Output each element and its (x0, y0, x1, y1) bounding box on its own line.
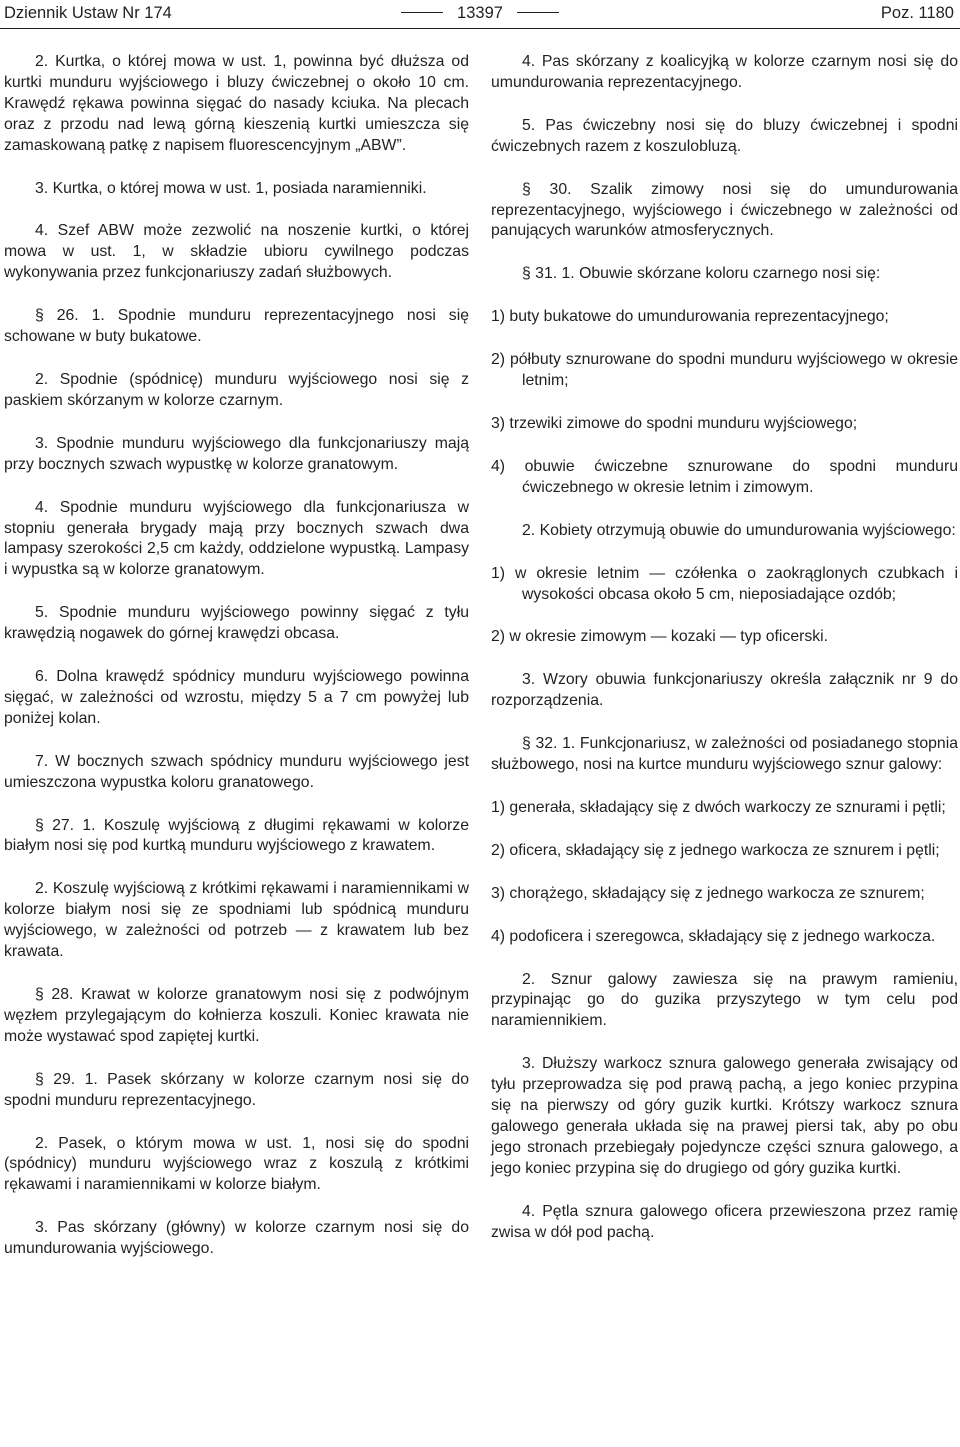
list-item: 1) generała, składający się z dwóch warkoczy ze sznurami i pętli; (491, 798, 946, 816)
paragraph: 5. Spodnie munduru wyjściowego powinny sięgać z tyłu krawędzią nogawek do górnej krawędzi obcasa. (4, 604, 469, 643)
paragraph: § 28. Krawat w kolorze granatowym nosi się z podwójnym węzłem przylegającym do kołnierza koszuli. Koniec krawata nie może wystawać spod zapiętej kurtki. (4, 986, 469, 1045)
paragraph: 3. Kurtka, o której mowa w ust. 1, posiada naramienniki. (35, 179, 427, 197)
page-number: 13397 (457, 4, 503, 22)
list-item: 1) buty bukatowe do umundurowania reprezentacyjnego; (491, 308, 889, 326)
paragraph: § 29. 1. Pasek skórzany w kolorze czarnym nosi się do spodni munduru reprezentacyjnego. (4, 1070, 469, 1109)
paragraph: § 26. 1. Spodnie munduru reprezentacyjnego nosi się schowane w buty bukatowe. (4, 307, 469, 346)
paragraph: 3. Wzory obuwia funkcjonariuszy określa załącznik nr 9 do rozporządzenia. (491, 671, 958, 710)
dash-left (401, 12, 443, 13)
paragraph: § 27. 1. Koszulę wyjściową z długimi rękawami w kolorze białym nosi się pod kurtką munduru wyjściowego z krawatem. (4, 816, 469, 855)
list-item: 4) podoficera i szeregowca, składający się z jednego warkocza. (491, 927, 936, 945)
dash-right (517, 12, 559, 13)
header-rule (0, 28, 960, 29)
list-item: 2) oficera, składający się z jednego warkocza ze sznurem i pętli; (491, 841, 940, 859)
paragraph: 4. Pętla sznura galowego oficera przewieszona przez ramię zwisa w dół pod pachą. (491, 1202, 958, 1241)
left-column (4, 52, 469, 1282)
list-item: 2) w okresie zimowym — kozaki — typ oficerski. (491, 628, 829, 646)
journal-title: Dziennik Ustaw Nr 174 (4, 4, 172, 22)
list-item: 3) chorążego, składający się z jednego warkocza ze sznurem; (491, 884, 925, 902)
paragraph: 3. Pas skórzany (główny) w kolorze czarnym nosi się do umundurowania wyjściowego. (4, 1219, 469, 1258)
page-header (0, 4, 960, 28)
paragraph: 3. Dłuższy warkocz sznura galowego generała zwisający od tyłu przeprowadza się pod prawą pachą, a jego koniec przypina się na pierwszy od góry guzik kurtki. Krótszy warkocz sznura galowego generała układa się na prawej piersi tak, aby po obu jego stronach przebiegały pojedyncze części sznura galowego, a jego koniec przypina się do drugiego od góry guzika kurtki. (491, 1055, 958, 1177)
paragraph: 2. Sznur galowy zawiesza się na prawym ramieniu, przypinając go do guzika przyszytego w tym celu pod naramiennikiem. (491, 970, 958, 1030)
paragraph: 7. W bocznych szwach spódnicy munduru wyjściowego jest umieszczona wypustka koloru granatowego. (4, 752, 469, 791)
paragraph: 3. Spodnie munduru wyjściowego dla funkcjonariuszy mają przy bocznych szwach wypustkę w kolorze granatowym. (4, 434, 469, 473)
paragraph: § 31. 1. Obuwie skórzane koloru czarnego nosi się: (522, 265, 881, 283)
position-number: Poz. 1180 (880, 4, 954, 22)
paragraph: 6. Dolna krawędź spódnicy munduru wyjściowego powinna sięgać, w zależności od wzrostu, między 5 a 7 cm powyżej lub poniżej kolan. (4, 668, 469, 727)
paragraph: 2. Spodnie (spódnicę) munduru wyjściowego nosi się z paskiem skórzanym w kolorze czarnym. (4, 370, 469, 409)
list-item: 4) obuwie ćwiczebne sznurowane do spodni munduru ćwiczebnego w okresie letnim i zimowym. (491, 457, 958, 496)
paragraph: 2. Pasek, o którym mowa w ust. 1, nosi się do spodni (spódnicy) munduru wyjściowego wraz z koszulą z krótkimi rękawami i naramiennikami w kolorze białym. (4, 1134, 469, 1194)
paragraph: 4. Pas skórzany z koalicyjką w kolorze czarnym nosi się do umundurowania reprezentacyjnego. (491, 53, 958, 91)
paragraph: 4. Szef ABW może zezwolić na noszenie kurtki, o której mowa w ust. 1, w składzie ubioru cywilnego podczas wykonywania przez funkcjonariuszy zadań służbowych. (4, 222, 469, 282)
paragraph: § 30. Szalik zimowy nosi się do umundurowania reprezentacyjnego, wyjściowego i ćwiczebnego w zależności od panujących warunków atmosferycznych. (491, 180, 958, 240)
list-item: 2) półbuty sznurowane do spodni munduru wyjściowego w okresie letnim; (491, 351, 958, 390)
paragraph: 2. Koszulę wyjściową z krótkimi rękawami i naramiennikami w kolorze białym nosi się ze spodniami lub spódnicą munduru wyjściowego, w zależności od potrzeb — z krawatem lub bez krawata. (4, 880, 469, 961)
list-item: 3) trzewiki zimowe do spodni munduru wyjściowego; (491, 414, 858, 432)
paragraph: 2. Kurtka, o której mowa w ust. 1, powinna być dłuższa od kurtki munduru wyjściowego i bluzy ćwiczebnej o około 10 cm. Krawędź rękawa powinna sięgać do nasady kciuka. Na plecach oraz z przodu nad lewą górną kieszenią kurtki umieszcza się zamaskowaną patkę z napisem fluorescencyjnym „ABW”. (4, 53, 469, 154)
paragraph: 5. Pas ćwiczebny nosi się do bluzy ćwiczebnej i spodni ćwiczebnych razem z koszulobluzą. (491, 116, 958, 155)
page-number-block (0, 4, 960, 23)
right-column (491, 52, 958, 1266)
list-item: 1) w okresie letnim — czółenka o zaokrąglonych czubkach i wysokości obcasa około 5 cm, nieposiadające ozdób; (491, 564, 958, 603)
paragraph: § 32. 1. Funkcjonariusz, w zależności od posiadanego stopnia służbowego, nosi na kurtce munduru wyjściowego sznur galowy: (491, 735, 958, 774)
paragraph: 4. Spodnie munduru wyjściowego dla funkcjonariusza w stopniu generała brygady mają przy bocznych szwach dwa lampasy szerokości 2,5 cm każdy, oddzielone wypustką. Lampasy i wypustka są w kolorze granatowym. (4, 498, 469, 579)
paragraph: 2. Kobiety otrzymują obuwie do umundurowania wyjściowego: (522, 521, 956, 539)
